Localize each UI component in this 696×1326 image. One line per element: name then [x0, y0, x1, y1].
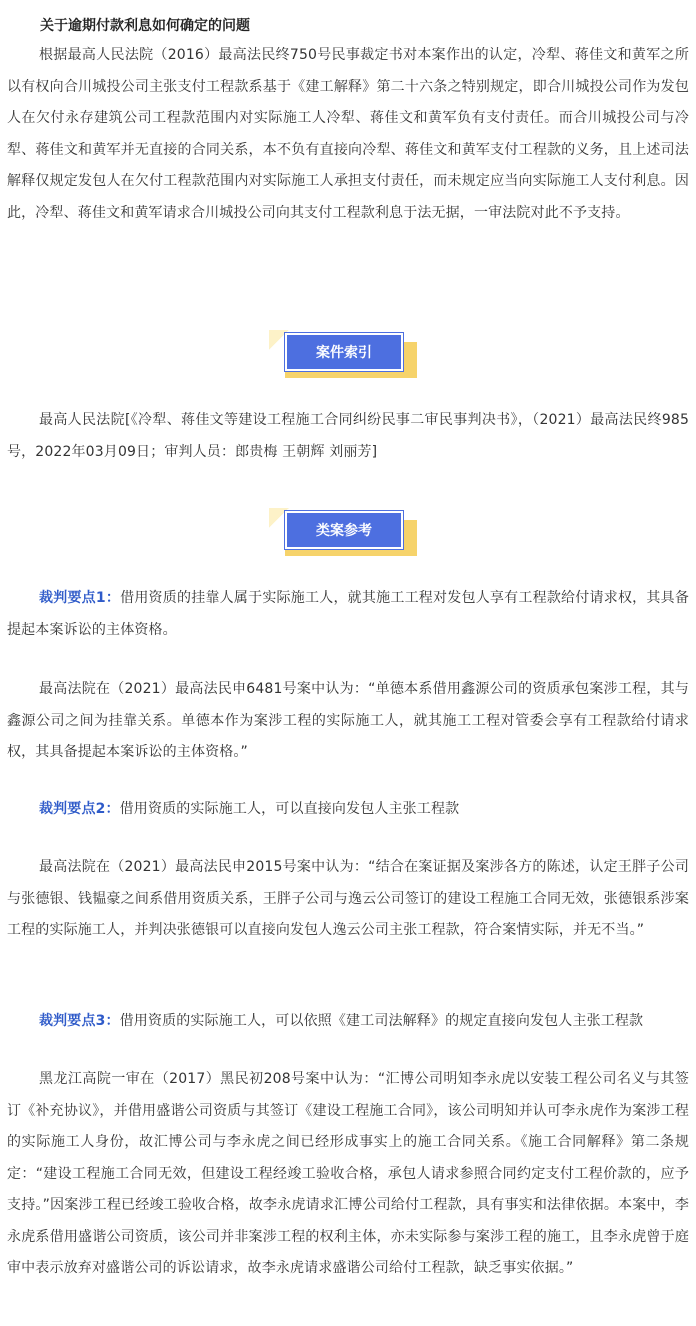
section-heading: 关于逾期付款利息如何确定的问题 [40, 18, 250, 34]
paragraph-case-2015: 最高法院在（2021）最高法民申2015号案中认为：“结合在案证据及案涉各方的陈述，认定王胖子公司与张德银、钱韫豪之间系借用资质关系，王胖子公司与逸云公司签订的建设工程施工合同无效，张德银系涉案工程的实际施工人，并判决张德银可以直接向发包人逸云公司主张工程款，符合案情实际，并无不当。” [7, 859, 689, 938]
key-point-3-text: 借用资质的实际施工人，可以依照《建工司法解释》的规定直接向发包人主张工程款 [119, 1013, 644, 1029]
key-point-2-label: 裁判要点2： [39, 801, 120, 817]
similar-cases-label: 类案参考 [285, 511, 403, 549]
similar-cases-badge [269, 508, 419, 558]
paragraph-case-6481: 最高法院在（2021）最高法民申6481号案中认为：“单德本系借用鑫源公司的资质承包案涉工程，其与鑫源公司之间为挂靠关系。单德本作为案涉工程的实际施工人，就其施工工程对管委会享有工程款给付请求权，其具备提起本案诉讼的主体资格。” [7, 681, 689, 760]
case-index-badge [269, 330, 419, 380]
paragraph-case-208: 黑龙江高院一审在（2017）黑民初208号案中认为：“汇博公司明知李永虎以安装工程公司名义与其签订《补充协议》，并借用盛谐公司资质与其签订《建设工程施工合同》，该公司明知并认可李永虎作为案涉工程的实际施工人身份，故汇博公司与李永虎之间已经形成事实上的施工合同关系。《施工合同解释》第二条规定：“建设工程施工合同无效，但建设工程经竣工验收合格，承包人请求参照合同约定支付工程价款的，应予支持。”因案涉工程已经竣工验收合格，故李永虎请求汇博公司给付工程款，具有事实和法律依据。本案中，李永虎系借用盛谐公司资质，该公司并非案涉工程的权利主体，亦未实际参与案涉工程的施工，且李永虎曾于庭审中表示放弃对盛谐公司的诉讼请求，故李永虎请求盛谐公司给付工程款，缺乏事实依据。” [7, 1071, 689, 1276]
key-point-1-label: 裁判要点1： [39, 590, 121, 606]
paragraph-court-reasoning: 根据最高人民法院（2016）最高法民终750号民事裁定书对本案作出的认定，冷犁、蒋佳文和黄军之所以有权向合川城投公司主张支付工程款系基于《建工解释》第二十六条之特别规定，即合川城投公司作为发包人在欠付永存建筑公司工程款范围内对实际施工人冷犁、蒋佳文和黄军负有支付责任。而合川城投公司与冷犁、蒋佳文和黄军并无直接的合同关系，本不负有直接向冷犁、蒋佳文和黄军支付工程款的义务，且上述司法解释仅规定发包人在欠付工程款范围内对实际施工人承担支付责任，而未规定应当向实际施工人支付利息。因此，冷犁、蒋佳文和黄军请求合川城投公司向其支付工程款利息于法无据，一审法院对此不予支持。 [7, 47, 689, 221]
case-index-label: 案件索引 [285, 333, 403, 371]
key-point-3-label: 裁判要点3： [39, 1013, 120, 1029]
key-point-1-text: 借用资质的挂靠人属于实际施工人，就其施工工程对发包人享有工程款给付请求权，其具备提起本案诉讼的主体资格。 [7, 590, 689, 638]
paragraph-case-citation: 最高人民法院[《冷犁、蒋佳文等建设工程施工合同纠纷民事二审民事判决书》，（2021）最高法民终985号，2022年03月09日；审判人员：郎贵梅 王朝辉 刘丽芳] [7, 412, 689, 460]
key-point-2 [7, 794, 689, 826]
key-point-1 [7, 583, 689, 646]
key-point-2-text: 借用资质的实际施工人，可以直接向发包人主张工程款 [119, 801, 460, 817]
key-point-3 [7, 1006, 689, 1038]
